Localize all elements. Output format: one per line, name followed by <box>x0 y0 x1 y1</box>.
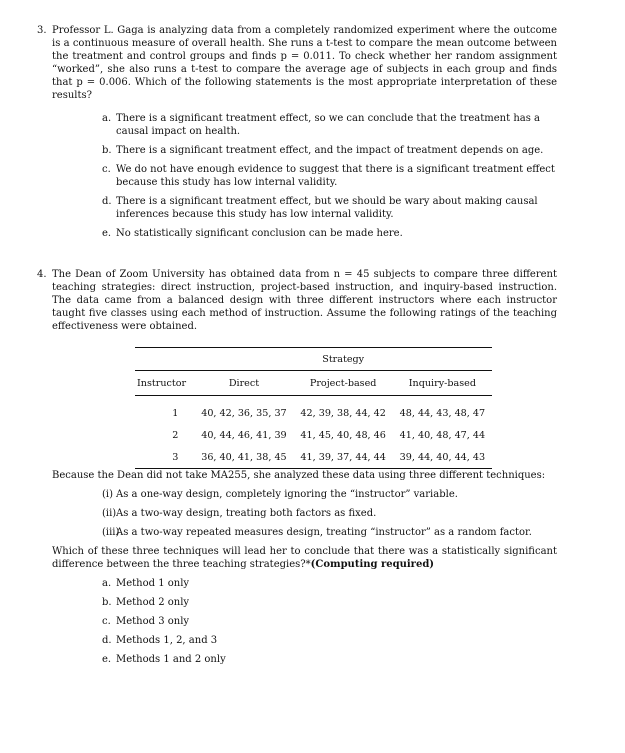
option-text: There is a significant treatment effect, so we can conclude that the treatment has a causal impact on health. <box>116 113 540 137</box>
option-b[interactable] <box>102 144 557 157</box>
question-3-text: Professor L. Gaga is analyzing data from a completely randomized experiment where the outcome is a continuous measure of overall health. She runs a t-test to compare the mean outcome between the treatment and control groups and finds p = 0.011. To check whether her random assignment “worked”, she also runs a t-test to compare the average age of subjects in each group and finds that p = 0.006. Which of the following statements is the most appropriate interpretation of these results? <box>52 25 557 101</box>
option-label: e. <box>102 654 112 665</box>
inquiry-cell: 48, 44, 43, 48, 47 <box>399 407 486 419</box>
option-label: b. <box>102 145 112 156</box>
instructor-cell: 3 <box>172 451 179 463</box>
option-text: Methods 1 and 2 only <box>116 654 226 665</box>
option-text: There is a significant treatment effect, and the impact of treatment depends on age. <box>116 145 544 156</box>
computing-required-note: (Computing required) <box>310 559 435 570</box>
table-row <box>135 446 492 469</box>
method-text: As a one-way design, completely ignoring the “instructor” variable. <box>116 489 458 500</box>
option-a[interactable] <box>102 112 557 138</box>
methods-list <box>102 488 557 539</box>
option-text: We do not have enough evidence to suggest that there is a significant treatment effect because this study has low internal validity. <box>116 164 555 188</box>
method-item <box>102 488 557 501</box>
method-item <box>102 507 557 520</box>
option-label: d. <box>102 635 112 646</box>
ratings-table-wrap <box>135 347 492 469</box>
direct-cell: 36, 40, 41, 38, 45 <box>201 451 287 463</box>
project-cell: 41, 45, 40, 48, 46 <box>300 429 386 441</box>
option-label: e. <box>102 228 112 239</box>
option-text: No statistically significant conclusion can be made here. <box>116 228 403 239</box>
strategy-header: Strategy <box>322 353 365 365</box>
option-label: d. <box>102 196 112 207</box>
question-number: 3. <box>37 25 47 36</box>
option-text: Methods 1, 2, and 3 <box>116 635 218 646</box>
option-text: There is a significant treatment effect, but we should be wary about making causal inferences because this study has low internal validity. <box>116 196 538 220</box>
method-label: (iii) <box>102 527 120 538</box>
direct-header: Direct <box>194 371 293 396</box>
question-3-stem <box>37 24 557 102</box>
method-item <box>102 526 557 539</box>
inquiry-header: Inquiry-based <box>393 371 492 396</box>
instructor-header: Instructor <box>135 371 194 396</box>
inquiry-cell: 41, 40, 48, 47, 44 <box>399 429 486 441</box>
option-e[interactable] <box>102 653 557 666</box>
method-text: As a two-way repeated measures design, treating “instructor” as a random factor. <box>116 527 532 538</box>
option-e[interactable] <box>102 227 557 240</box>
direct-cell: 40, 44, 46, 41, 39 <box>201 429 287 441</box>
option-c[interactable] <box>102 615 557 628</box>
question-3-options <box>102 112 557 240</box>
question-4 <box>37 268 557 672</box>
instructor-cell: 2 <box>172 429 179 441</box>
option-b[interactable] <box>102 596 557 609</box>
question-3 <box>37 24 557 246</box>
project-cell: 41, 39, 37, 44, 44 <box>300 451 386 463</box>
method-label: (i) <box>102 489 114 500</box>
method-label: (ii) <box>102 508 117 519</box>
option-c[interactable] <box>102 163 557 189</box>
option-label: a. <box>102 113 112 124</box>
question-number: 4. <box>37 269 47 280</box>
after-table-text: Because the Dean did not take MA255, she analyzed these data using three different techniques: <box>52 470 546 481</box>
question-4-prompt-text: Which of these three techniques will lead her to conclude that there was a statistically significant difference between the three teaching strategies?* <box>52 546 557 570</box>
table-header-row <box>135 371 492 396</box>
option-label: b. <box>102 597 112 608</box>
question-4-stem <box>37 268 557 333</box>
question-4-options <box>102 577 557 666</box>
project-cell: 42, 39, 38, 44, 42 <box>300 407 386 419</box>
question-4-prompt <box>52 545 557 571</box>
ratings-table <box>135 347 492 469</box>
question-4-text: The Dean of Zoom University has obtained data from n = 45 subjects to compare three different teaching strategies: direct instruction, project-based instruction, and inquiry-based instruction. The data came from a balanced design with three different instructors where each instructor taught five classes using each method of instruction. Assume the following ratings of the teaching effectiveness were obtained. <box>52 269 557 332</box>
option-d[interactable] <box>102 634 557 647</box>
direct-cell: 40, 42, 36, 35, 37 <box>201 407 287 419</box>
option-a[interactable] <box>102 577 557 590</box>
option-label: a. <box>102 578 112 589</box>
instructor-cell: 1 <box>172 407 179 419</box>
method-text: As a two-way design, treating both factors as fixed. <box>116 508 377 519</box>
option-text: Method 2 only <box>116 597 190 608</box>
project-header: Project-based <box>294 371 393 396</box>
inquiry-cell: 39, 44, 40, 44, 43 <box>399 451 486 463</box>
table-row <box>135 424 492 446</box>
option-text: Method 3 only <box>116 616 190 627</box>
table-row <box>135 402 492 424</box>
table-group-header-row <box>135 348 492 371</box>
option-label: c. <box>102 164 111 175</box>
option-label: c. <box>102 616 111 627</box>
option-d[interactable] <box>102 195 557 221</box>
option-text: Method 1 only <box>116 578 190 589</box>
